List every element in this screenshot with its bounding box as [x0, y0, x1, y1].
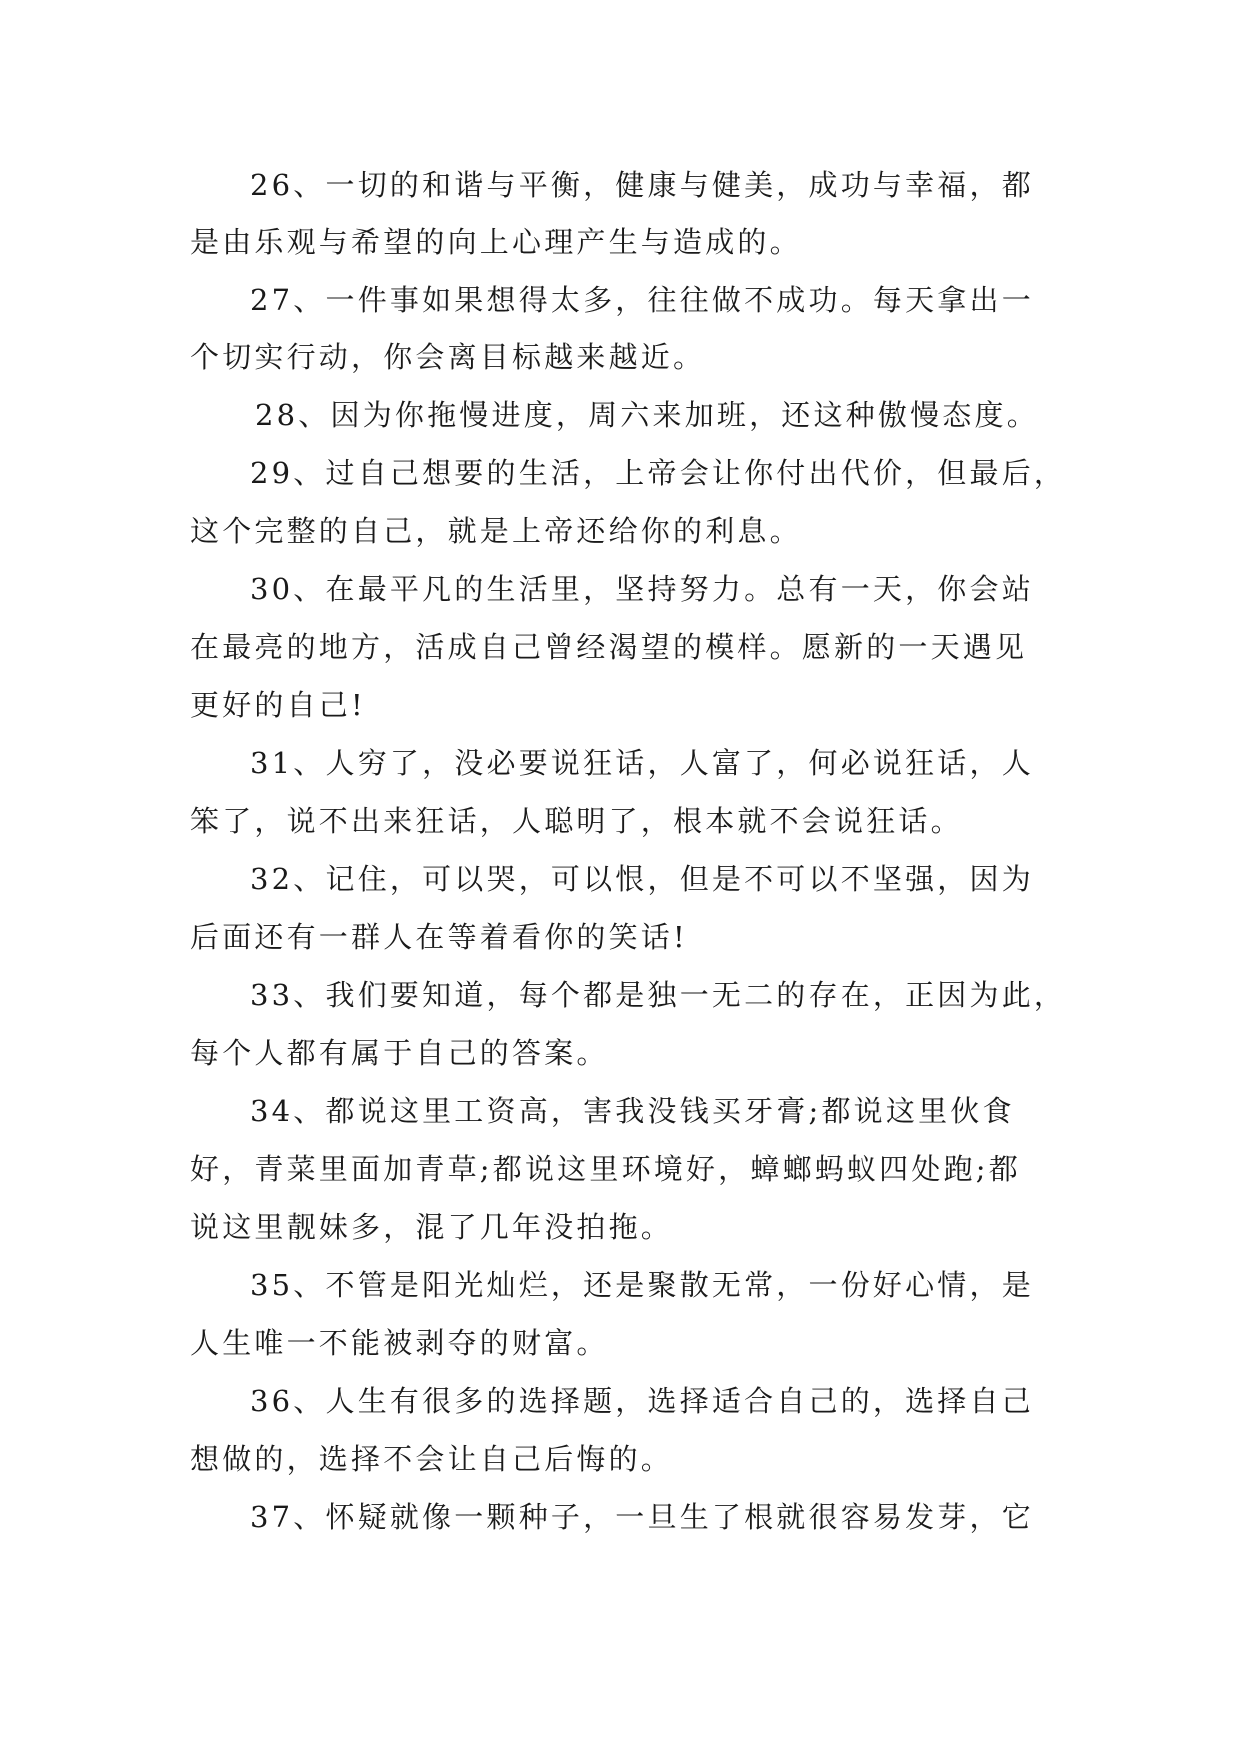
text-line: 想做的，选择不会让自己后悔的。 — [190, 1442, 674, 1476]
text-line: 31、人穷了，没必要说狂话，人富了，何必说狂话，人 — [250, 746, 1034, 780]
text-line: 个切实行动，你会离目标越来越近。 — [190, 340, 706, 374]
text-line: 34、都说这里工资高，害我没钱买牙膏;都说这里伙食 — [250, 1094, 1015, 1128]
text-line: 笨了，说不出来狂话，人聪明了，根本就不会说狂话。 — [190, 804, 963, 838]
text-line: 33、我们要知道，每个都是独一无二的存在，正因为此， — [250, 978, 1067, 1012]
text-line: 27、一件事如果想得太多，往往做不成功。每天拿出一 — [250, 283, 1034, 317]
text-line: 35、不管是阳光灿烂，还是聚散无常，一份好心情，是 — [250, 1268, 1034, 1302]
text-line: 更好的自己! — [190, 688, 366, 722]
text-line: 26、一切的和谐与平衡，健康与健美，成功与幸福，都 — [250, 168, 1034, 202]
text-line: 说这里靓妹多，混了几年没拍拖。 — [190, 1210, 674, 1244]
text-line: 28、因为你拖慢进度，周六来加班，还这种傲慢态度。 — [255, 398, 1039, 432]
text-line: 30、在最平凡的生活里，坚持努力。总有一天，你会站 — [250, 572, 1034, 606]
text-line: 好，青菜里面加青草;都说这里环境好，蟑螂蚂蚁四处跑;都 — [190, 1152, 1021, 1186]
text-line: 37、怀疑就像一颗种子，一旦生了根就很容易发芽，它 — [250, 1500, 1034, 1534]
text-line: 这个完整的自己，就是上帝还给你的利息。 — [190, 514, 802, 548]
text-line: 是由乐观与希望的向上心理产生与造成的。 — [190, 225, 802, 259]
text-line: 32、记住，可以哭，可以恨，但是不可以不坚强，因为 — [250, 862, 1034, 896]
text-line: 在最亮的地方，活成自己曾经渴望的模样。愿新的一天遇见 — [190, 630, 1028, 664]
text-line: 每个人都有属于自己的答案。 — [190, 1036, 609, 1070]
text-line: 29、过自己想要的生活，上帝会让你付出代价，但最后， — [250, 456, 1067, 490]
text-line: 36、人生有很多的选择题，选择适合自己的，选择自己 — [250, 1384, 1034, 1418]
text-line: 人生唯一不能被剥夺的财富。 — [190, 1326, 609, 1360]
text-line: 后面还有一群人在等着看你的笑话! — [190, 920, 688, 954]
